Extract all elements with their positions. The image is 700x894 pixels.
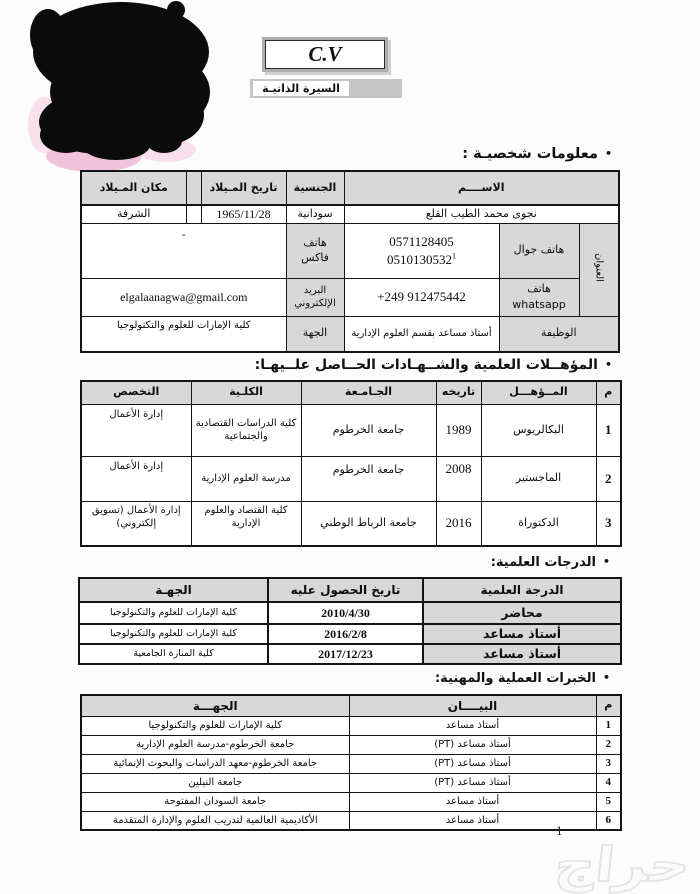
qualifications-table — [80, 380, 622, 547]
mobile-number-1: 0571128405 — [389, 233, 454, 249]
email-value: elgalaanagwa@gmail.com — [81, 278, 286, 316]
fax-label: هاتف فاكس — [286, 223, 344, 278]
cell-description: أستاذ مساعد — [349, 811, 596, 830]
job-value: أستاذ مساعد بقسم العلوم الإدارية — [344, 316, 499, 352]
header-spacer-cell — [186, 171, 201, 205]
table-row — [81, 404, 621, 456]
heading-qualifications-text: المؤهــلات العلمية والشــهـادات الحــاصل علــيهـا: — [254, 357, 598, 373]
value-birth-place: الشرفة — [81, 205, 186, 223]
whatsapp-value: +249 912475442 — [344, 278, 499, 316]
cell-date: 1989 — [436, 404, 481, 456]
subtitle-bar — [250, 79, 402, 98]
cell-college: كلية الدراسات القتصادية والجتماعية — [191, 404, 301, 456]
cell-no: 1 — [596, 404, 621, 456]
heading-degrees — [491, 555, 610, 570]
cv-title-box — [262, 37, 388, 72]
col-header-degree: الدرجة العلمية — [423, 578, 621, 602]
header-birth-date: تاريخ المـيلاد — [201, 171, 286, 205]
cell-no: 3 — [596, 754, 621, 773]
cell-entity: جامعة النيلين — [81, 773, 349, 792]
col-header-obtained-date: تاريخ الحصول عليه — [268, 578, 423, 602]
header-name: الاســــم — [344, 171, 619, 205]
address-label: العنوان — [593, 252, 605, 282]
cell-specialty: إدارة الأعمال — [81, 404, 191, 456]
mobile-number-2: 0510130532$^1$ — [387, 251, 456, 267]
col-header-college: الكلـية — [191, 381, 301, 404]
cell-no: 3 — [596, 501, 621, 546]
cell-college: كلية القتصاد والعلوم الإدارية — [191, 501, 301, 546]
col-header-description: البيــــان — [349, 695, 596, 716]
cell-university: جامعة الخرطوم — [301, 404, 436, 456]
cell-description: أستاذ مساعد (PT) — [349, 735, 596, 754]
heading-personal-text: معلومات شخصيـة : — [462, 146, 598, 162]
table-row — [79, 602, 621, 624]
cell-entity: كلية الإمارات للعلوم والتكنولوجيا — [79, 602, 268, 624]
col-header-no: م — [596, 695, 621, 716]
cell-no: 4 — [596, 773, 621, 792]
personal-info-table — [80, 170, 620, 353]
cell-degree: محاضر — [423, 602, 621, 624]
heading-qualifications — [255, 357, 612, 373]
table-row — [81, 456, 621, 501]
cell-obtained-date: 2010/4/30 — [268, 602, 423, 624]
col-header-date: تاريخه — [436, 381, 481, 404]
cell-entity: جامعة السودان المفتوحة — [81, 792, 349, 811]
page-number: 1 — [556, 823, 563, 838]
cell-university: جامعة الرباط الوطني — [301, 501, 436, 546]
bullet-icon: • — [604, 147, 612, 160]
heading-degrees-text: الدرجات العلمية: — [490, 555, 596, 570]
heading-experience-text: الخبرات العملية والمهنية: — [434, 671, 596, 686]
cell-qualification: الدكتوراة — [481, 501, 596, 546]
subtitle-label: السيرة الذاتيـة — [253, 81, 349, 96]
cell-description: أستاذ مساعد — [349, 716, 596, 735]
cell-no: 6 — [596, 811, 621, 830]
cell-specialty: إدارة الأعمال — [81, 456, 191, 501]
entity-value: كلية الإمارات للعلوم والتكنولوجيا — [81, 316, 286, 352]
table-row — [81, 792, 621, 811]
table-row — [81, 501, 621, 546]
cell-obtained-date: 2017/12/23 — [268, 644, 423, 664]
degrees-table — [78, 577, 622, 665]
table-row — [79, 624, 621, 644]
table-row — [81, 754, 621, 773]
col-header-no: م — [596, 381, 621, 404]
mobile-superscript: 1 — [452, 251, 456, 261]
cell-qualification: البكالريوس — [481, 404, 596, 456]
table-row — [81, 735, 621, 754]
whatsapp-label: هاتف whatsapp — [499, 278, 579, 316]
cell-entity: كلية الإمارات للعلوم والتكنولوجيا — [81, 716, 349, 735]
redaction-scribble — [6, 0, 258, 180]
cell-university: جامعة الخرطوم — [301, 456, 436, 501]
heading-personal-info — [462, 146, 612, 162]
table-row — [81, 716, 621, 735]
cell-description: أستاذ مساعد — [349, 792, 596, 811]
table-row — [81, 811, 621, 830]
spacer-cell — [186, 205, 201, 223]
fax-value: - — [81, 223, 286, 278]
cell-date: 2016 — [436, 501, 481, 546]
mobile-label: هاتف جوال — [499, 223, 579, 278]
email-label: البريد الإلكتروني — [286, 278, 344, 316]
cv-title: C.V — [308, 42, 342, 66]
col-header-specialty: التخصص — [81, 381, 191, 404]
col-header-entity: الجهـة — [79, 578, 268, 602]
table-row — [81, 773, 621, 792]
cell-date: 2008 — [436, 456, 481, 501]
table-row — [79, 644, 621, 664]
entity-label: الجهة — [286, 316, 344, 352]
col-header-qualification: المــؤهـــل — [481, 381, 596, 404]
cell-degree: أستاذ مساعد — [423, 624, 621, 644]
cell-no: 5 — [596, 792, 621, 811]
cell-entity: جامعة الخرطوم-مدرسة العلوم الإدارية — [81, 735, 349, 754]
bullet-icon: • — [602, 555, 610, 568]
cell-entity: كلية الإمارات للعلوم والتكنولوجيا — [79, 624, 268, 644]
mobile-values — [344, 223, 499, 278]
bullet-icon: • — [604, 358, 612, 371]
value-birth-date: 1965/11/28 — [201, 205, 286, 223]
bullet-icon: • — [602, 671, 610, 684]
cell-entity: جامعة الخرطوم-معهد الدراسات والبحوث الإنمائية — [81, 754, 349, 773]
cell-specialty: إدارة الأعمال (تسويق إلكتروني) — [81, 501, 191, 546]
address-vertical-cell — [579, 223, 619, 316]
experience-table — [80, 694, 622, 831]
value-name: نجوى محمد الطيب القلع — [344, 205, 619, 223]
cell-entity: الأكاديمية العالمية لتدريب العلوم والإدارة المتقدمة — [81, 811, 349, 830]
watermark-logo: حراج — [552, 837, 693, 894]
header-nationality: الجنسية — [286, 171, 344, 205]
cell-college: مدرسة العلوم الإدارية — [191, 456, 301, 501]
col-header-university: الجـامـعة — [301, 381, 436, 404]
cell-entity: كلية المنارة الجامعية — [79, 644, 268, 664]
cell-no: 1 — [596, 716, 621, 735]
cell-description: أستاذ مساعد (PT) — [349, 754, 596, 773]
col-header-entity: الجهـــة — [81, 695, 349, 716]
cell-degree: أستاذ مساعد — [423, 644, 621, 664]
header-birth-place: مكان المـيلاد — [81, 171, 186, 205]
cell-description: أستاذ مساعد (PT) — [349, 773, 596, 792]
job-label: الوظيفة — [499, 316, 619, 352]
cell-obtained-date: 2016/2/8 — [268, 624, 423, 644]
cell-no: 2 — [596, 456, 621, 501]
cell-no: 2 — [596, 735, 621, 754]
cell-qualification: الماجستير — [481, 456, 596, 501]
heading-experience — [435, 671, 610, 686]
value-nationality: سودانية — [286, 205, 344, 223]
